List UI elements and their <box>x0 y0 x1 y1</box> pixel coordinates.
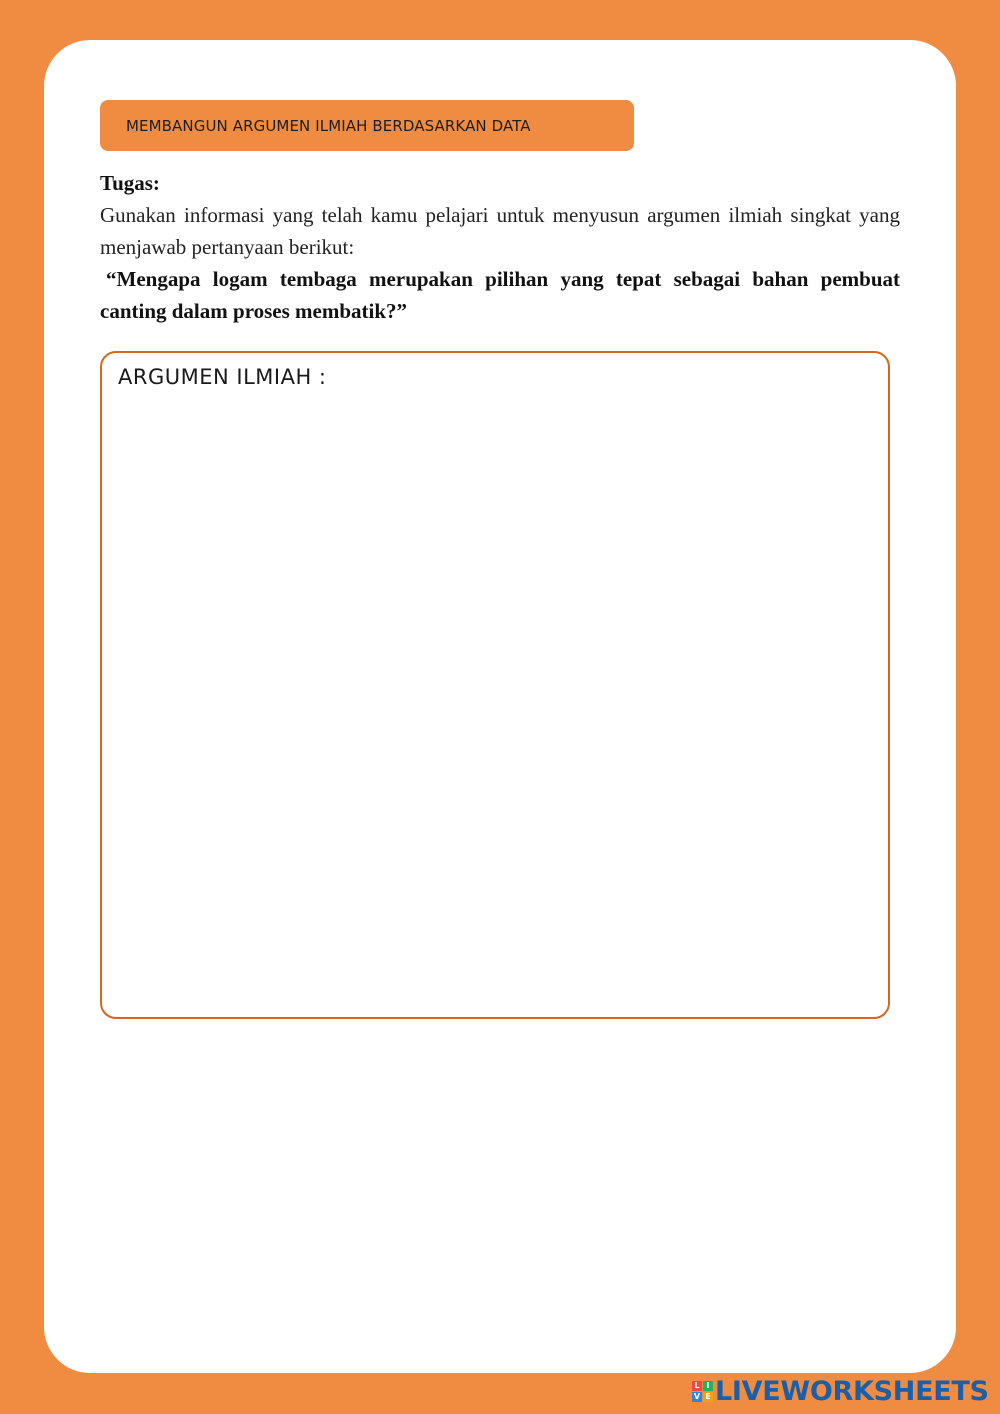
logo-letter-l: L <box>692 1381 702 1391</box>
section-title: MEMBANGUN ARGUMEN ILMIAH BERDASARKAN DATA <box>126 116 531 135</box>
argument-answer-box <box>100 351 890 1019</box>
section-title-banner <box>100 100 634 151</box>
task-question: “Mengapa logam tembaga merupakan pilihan yang tepat sebagai bahan pembuat canting dalam proses membatik?” <box>100 267 900 323</box>
task-block <box>100 167 900 327</box>
logo-letter-v: V <box>693 1391 701 1401</box>
logo-letter-i: I <box>703 1381 713 1391</box>
liveworksheets-logo <box>692 1374 989 1408</box>
argument-label: ARGUMEN ILMIAH : <box>118 365 327 389</box>
task-title: Tugas: <box>100 171 160 195</box>
argument-input[interactable] <box>118 403 872 1001</box>
liveworksheets-icon <box>692 1381 713 1402</box>
brand-name: LIVEWORKSHEETS <box>715 1375 989 1407</box>
task-instruction: Gunakan informasi yang telah kamu pelajari untuk menyusun argumen ilmiah singkat yang menjawab pertanyaan berikut: <box>100 203 900 259</box>
logo-letter-e: E <box>703 1392 713 1402</box>
